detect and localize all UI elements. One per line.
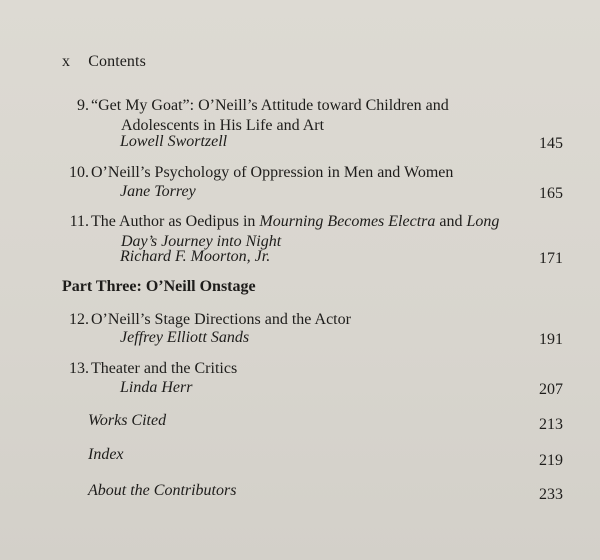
running-header <box>62 53 146 71</box>
entry-title-line2: Day’s Journey into Night <box>121 233 282 250</box>
entry-title <box>91 212 499 252</box>
entry-page: 219 <box>539 452 563 469</box>
entry-title <box>91 96 449 136</box>
back-matter-label: Works Cited <box>88 412 167 429</box>
entry-page: 145 <box>539 135 563 152</box>
header-page-numeral: x <box>62 53 71 70</box>
play-title-long: Long <box>466 213 500 230</box>
entry-page: 207 <box>539 381 563 398</box>
entry-number: 10. <box>69 164 89 181</box>
header-title: Contents <box>88 53 146 70</box>
entry-title: Theater and the Critics <box>91 360 238 377</box>
entry-title-line1 <box>91 213 499 230</box>
back-matter-label: About the Contributors <box>88 482 237 499</box>
entry-title-text: and <box>435 213 467 230</box>
entry-page: 171 <box>539 250 563 267</box>
entry-page: 165 <box>539 185 563 202</box>
part-heading: Part Three: O’Neill Onstage <box>62 278 256 295</box>
entry-title-line1: “Get My Goat”: O’Neill’s Attitude toward Children and <box>91 97 449 114</box>
back-matter-label: Index <box>88 446 124 463</box>
entry-page: 213 <box>539 416 563 433</box>
entry-page: 233 <box>539 486 563 503</box>
entry-title-text: The Author as Oedipus in <box>91 213 260 230</box>
entry-number: 13. <box>69 360 89 377</box>
entry-title: O’Neill’s Psychology of Oppression in Men and Women <box>91 164 454 181</box>
entry-number: 11. <box>69 213 89 230</box>
play-title-mourning: Mourning Becomes Electra <box>259 213 436 230</box>
entry-author: Lowell Swortzell <box>120 133 228 150</box>
entry-number: 9. <box>77 97 89 114</box>
entry-author: Jeffrey Elliott Sands <box>120 329 250 346</box>
entry-number: 12. <box>69 311 89 328</box>
entry-author: Linda Herr <box>120 379 193 396</box>
entry-page: 191 <box>539 331 563 348</box>
entry-title: O’Neill’s Stage Directions and the Actor <box>91 311 351 328</box>
entry-author: Jane Torrey <box>120 183 196 200</box>
entry-title-line2: Adolescents in His Life and Art <box>121 117 325 134</box>
entry-author: Richard F. Moorton, Jr. <box>120 248 271 265</box>
